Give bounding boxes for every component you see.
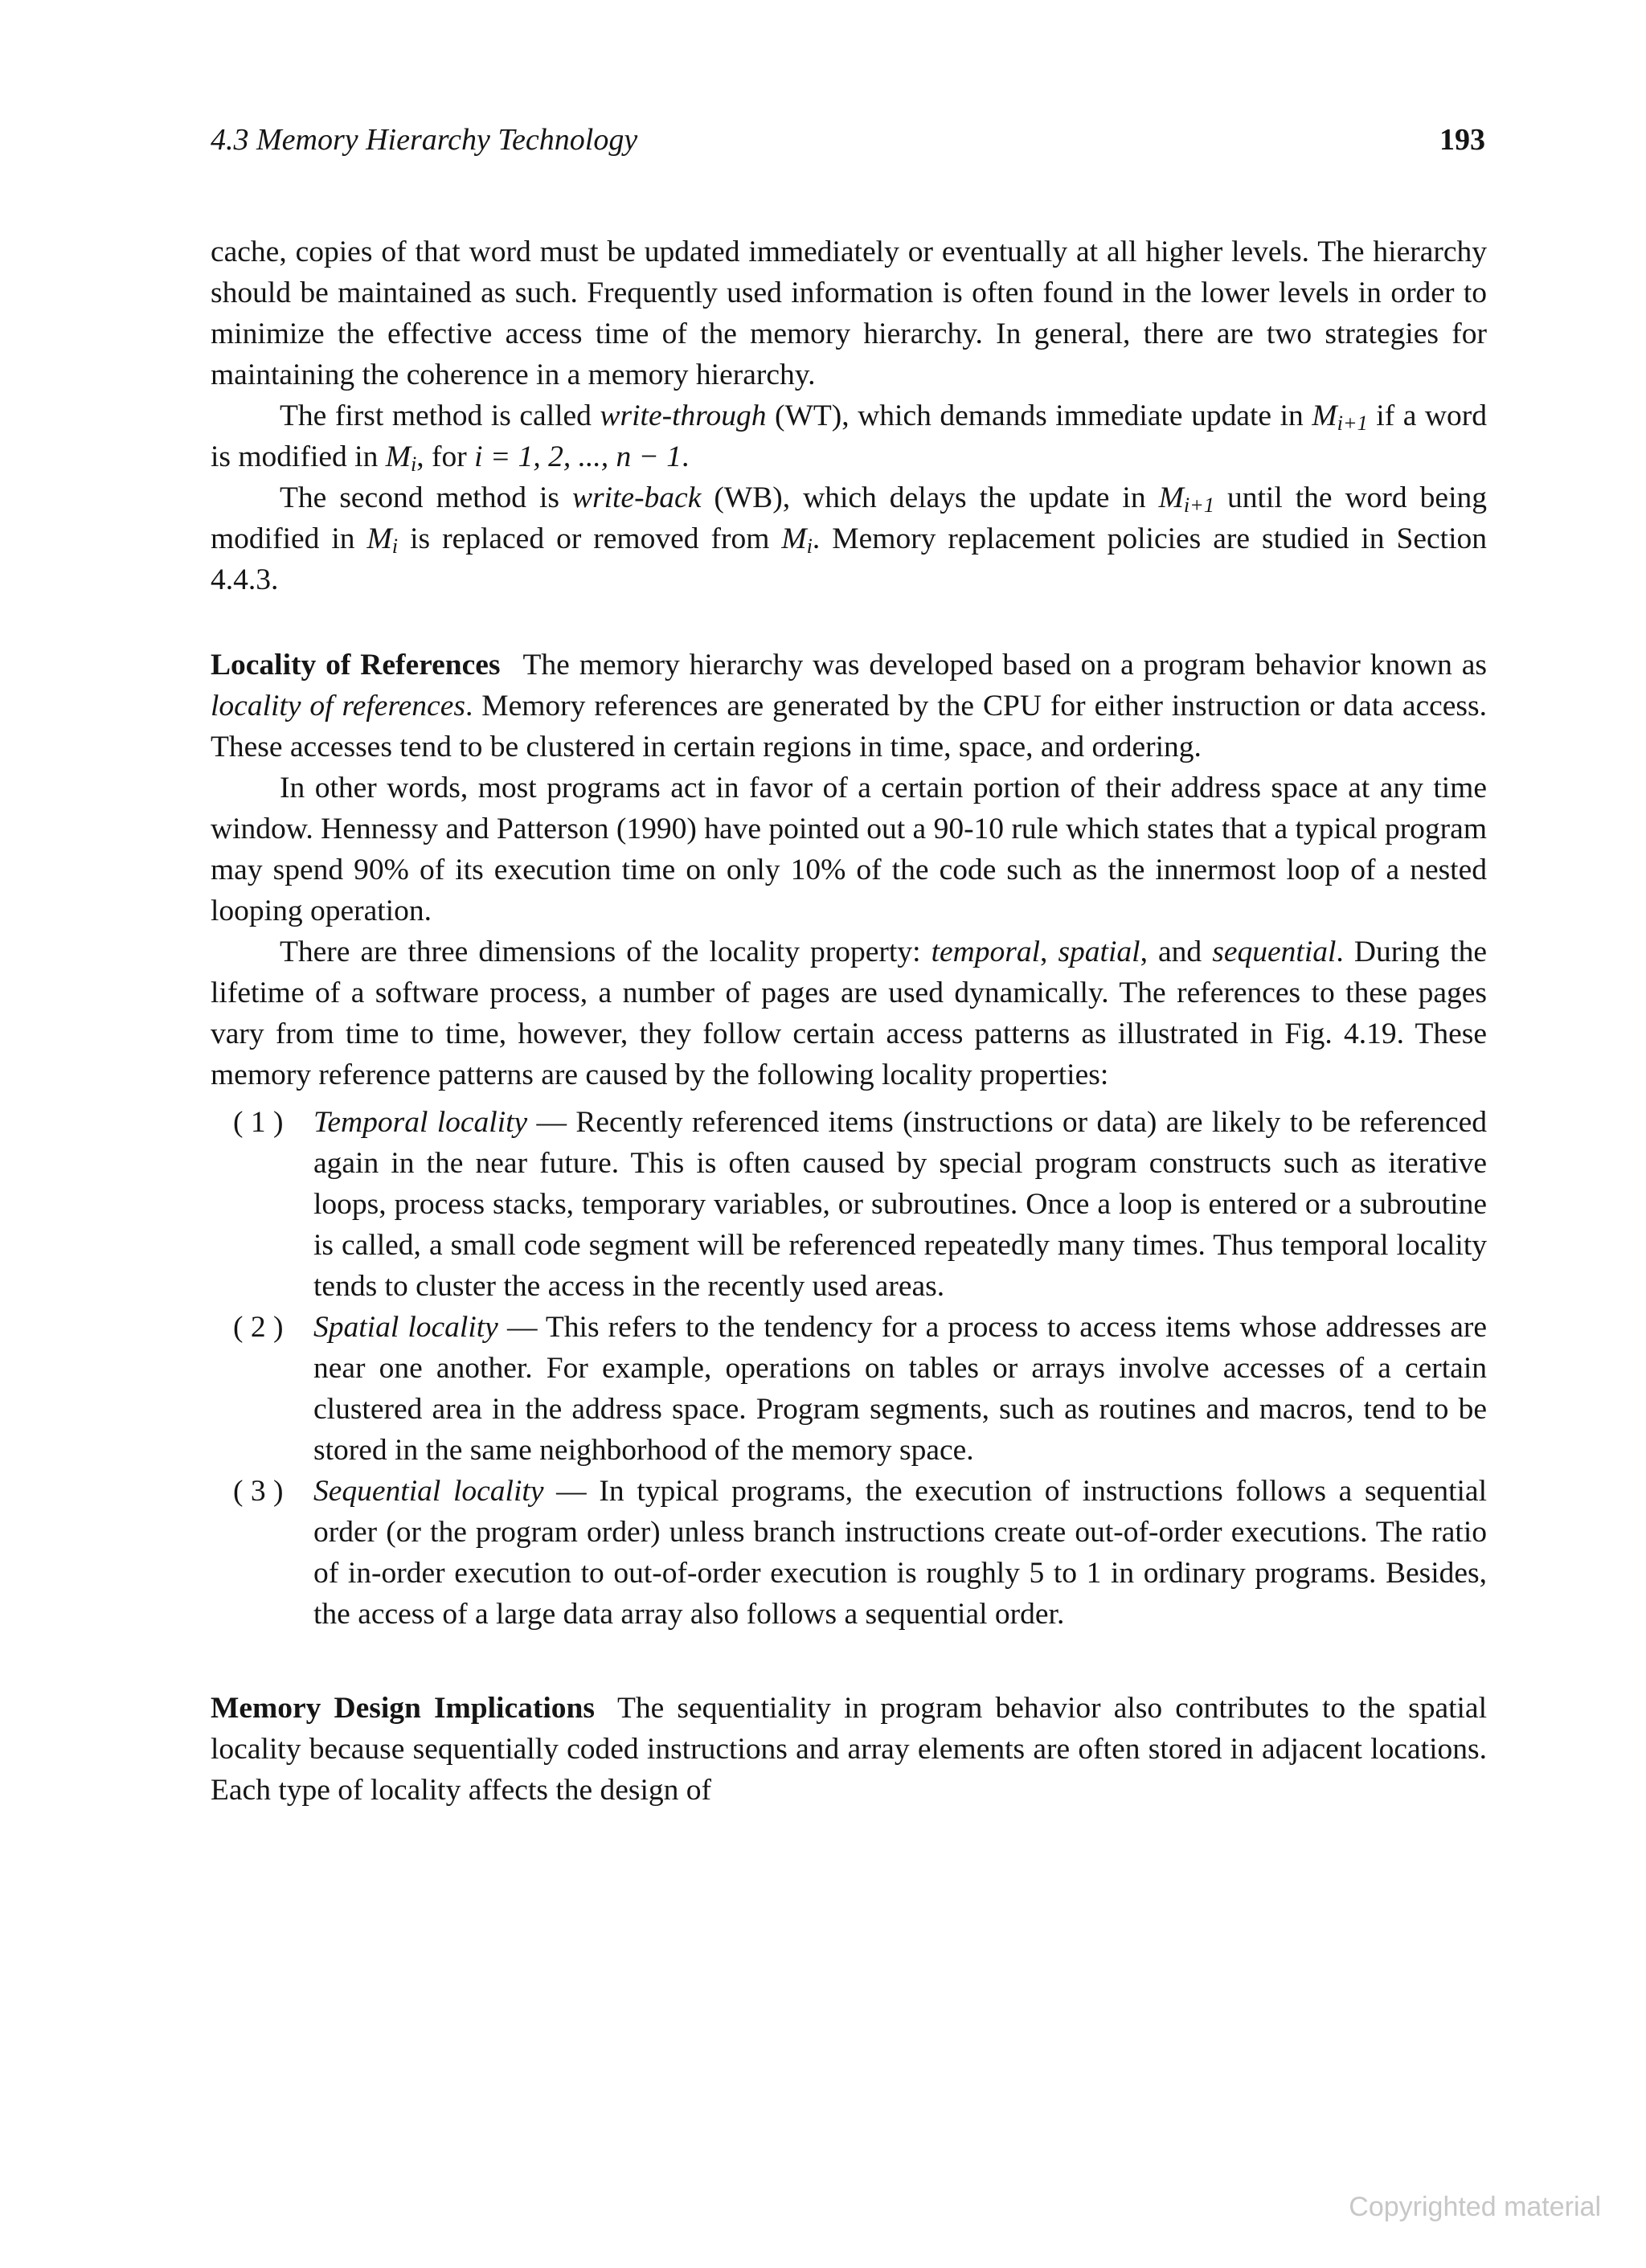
paragraph-locality: Locality of References The memory hierarchy was developed based on a program behavior known as locality of references. Memory references are generated by the CPU for either instruction or data access. These accesses tend to be clustered in certain regions in time, space, and ordering. [211, 649, 1487, 764]
copyright-watermark: Copyrighted material [1349, 2192, 1601, 2222]
math-m-i: $M_i$ [781, 522, 813, 558]
list-term: Sequential locality [313, 1475, 544, 1508]
term-write-through: write-through [600, 399, 767, 432]
term-write-back: write-back [571, 481, 702, 514]
section-gap [211, 600, 1487, 645]
list-marker: ( 1 ) [233, 1106, 284, 1139]
term-sequential: sequential [1212, 935, 1337, 968]
term-locality-of-references: locality of references [211, 690, 465, 723]
locality-list [211, 1102, 1487, 1635]
list-term: Temporal locality [313, 1106, 528, 1139]
running-header [211, 122, 1485, 170]
run-in-heading-design: Memory Design Implications [211, 1692, 595, 1725]
section-gap [211, 1635, 1487, 1688]
math-m-i: $M_i$ [366, 522, 399, 558]
math-index-range: i = 1, 2, ..., n − 1 [474, 440, 682, 473]
paragraph-write-through: The first method is called write-through (WT), which demands immediate update in $M_{i+1}$ if a word is modified in $M_i$, for i = 1, 2, ..., n − 1. [211, 399, 1487, 476]
list-item [211, 1307, 1487, 1471]
run-in-heading-locality: Locality of References [211, 649, 501, 682]
page-number: 193 [1439, 123, 1485, 157]
list-marker: ( 3 ) [233, 1475, 284, 1508]
list-marker: ( 2 ) [233, 1311, 284, 1344]
section-title: 4.3 Memory Hierarchy Technology [211, 123, 638, 157]
paragraph-design-implications: Memory Design Implications The sequentiality in program behavior also contributes to the spatial locality because sequentially coded instructions and array elements are often stored in adjacent locations. Each type of locality affects the design of [211, 1692, 1487, 1807]
paragraph-cache-coherence: cache, copies of that word must be updated immediately or eventually at all higher levels. The hierarchy should be maintained as such. Frequently used information is often found in the lower levels in order to minimize the effective access time of the memory hierarchy. In general, there are two strategies for maintaining the coherence in a memory hierarchy. [211, 235, 1487, 391]
paragraph-locality-dimensions: There are three dimensions of the locality property: temporal, spatial, and sequential. During the lifetime of a software process, a number of pages are used dynamically. The references to these pages vary from time to time, however, they follow certain access patterns as illustrated in Fig. 4.19. These memory reference patterns are caused by the following locality properties: [211, 935, 1487, 1091]
paragraph-90-10-rule: In other words, most programs act in favor of a certain portion of their address space at any time window. Hennessy and Patterson (1990) have pointed out a 90-10 rule which states that a typical program may spend 90% of its execution time on only 10% of the code such as the innermost loop of a nested looping operation. [211, 772, 1487, 927]
body-text [211, 231, 1487, 1811]
list-item [211, 1471, 1487, 1635]
math-m-i-plus-1: $M_{i+1}$ [1312, 399, 1368, 435]
list-term: Spatial locality [313, 1311, 498, 1344]
paragraph-write-back: The second method is write-back (WB), which delays the update in $M_{i+1}$ until the word being modified in $M_i$ is replaced or removed from $M_i$. Memory replacement policies are studied in Section 4.4.3. [211, 481, 1487, 596]
list-text: — This refers to the tendency for a process to access items whose addresses are near one another. For example, operations on tables or arrays involve accesses of a certain clustered area in the address space. Program segments, such as routines and macros, tend to be stored in the same neighborhood of the memory space. [313, 1311, 1487, 1467]
math-m-i: $M_i$ [385, 440, 417, 476]
list-text: — In typical programs, the execution of instructions follows a sequential order (or the program order) unless branch instructions create out-of-order executions. The ratio of in-order execution to out-of-order execution is roughly 5 to 1 in ordinary programs. Besides, the access of a large data array also follows a sequential order. [313, 1475, 1487, 1631]
list-item [211, 1102, 1487, 1307]
math-m-i-plus-1: $M_{i+1}$ [1158, 481, 1214, 517]
term-temporal: temporal [931, 935, 1041, 968]
list-text: — Recently referenced items (instructions or data) are likely to be referenced again in the near future. This is often caused by special program constructs such as iterative loops, process stacks, temporary variables, or subroutines. Once a loop is entered or a subroutine is called, a small code segment will be referenced repeatedly many times. Thus temporal locality tends to cluster the access in the recently used areas. [313, 1106, 1487, 1303]
term-spatial: spatial [1058, 935, 1140, 968]
